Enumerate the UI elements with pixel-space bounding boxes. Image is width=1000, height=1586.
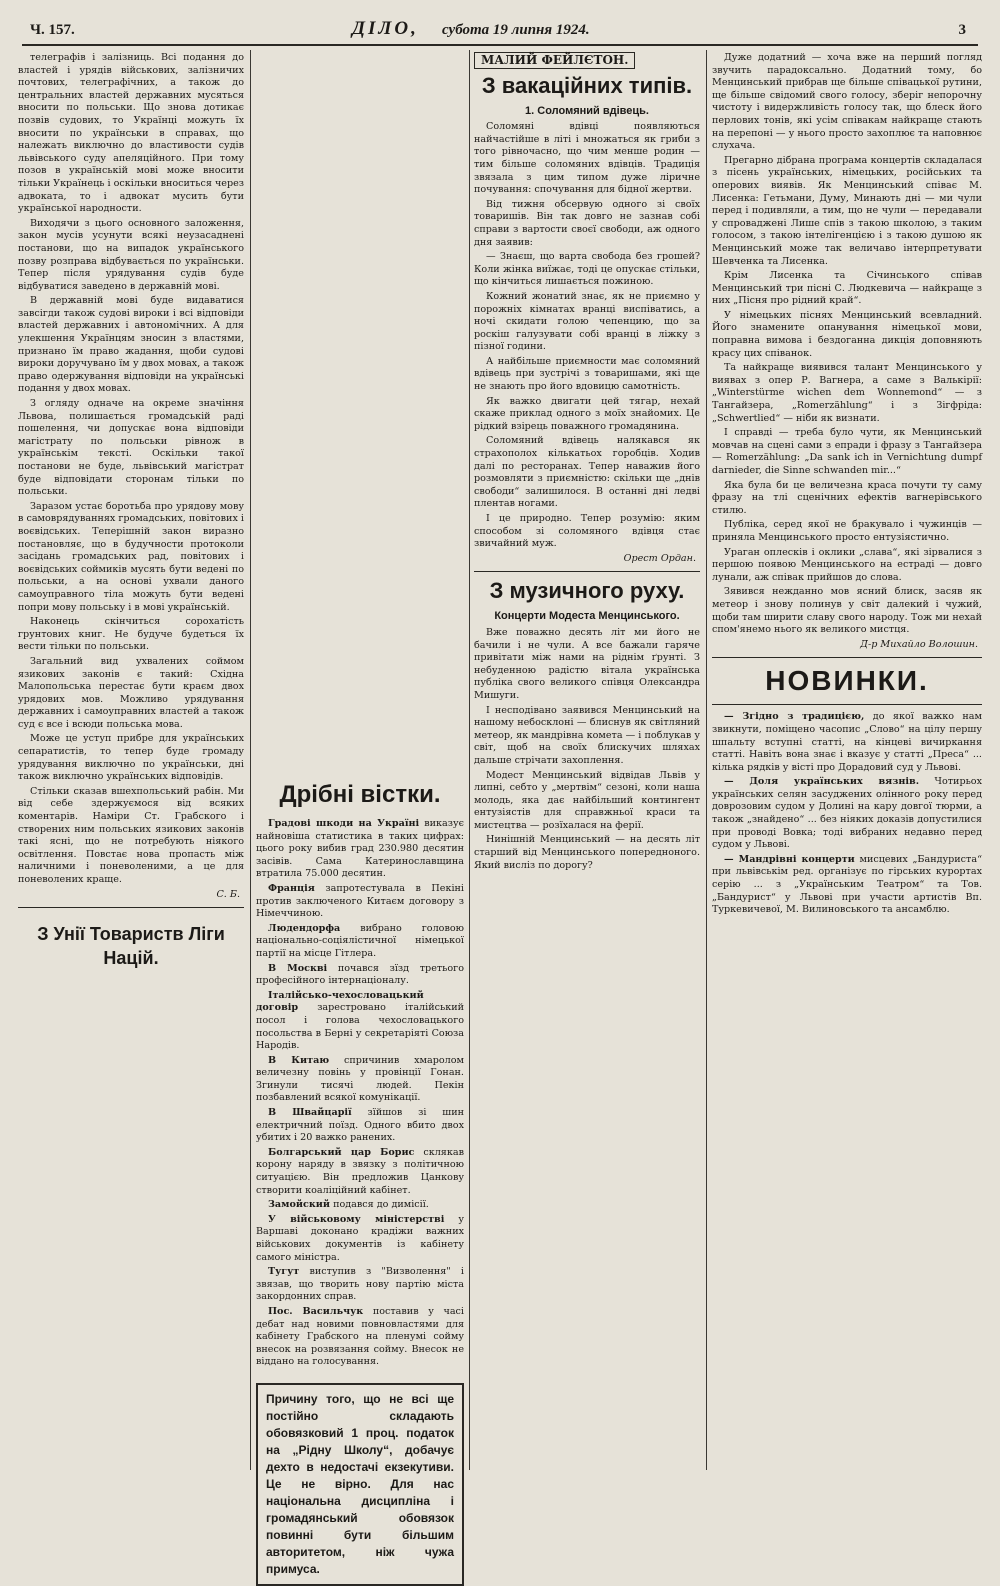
article-paragraph: Крім Лисенка та Січинського співав Менцинський три пісні С. Людкевича — найкраще з них „Пісня про рідний край“.	[712, 270, 982, 307]
news-item: Пос. Васильчук поставив у часі дебат над новими повновластями для кабінету Грабского на пленумі сойму внесок на розвязання сойму. Внесок не віддано на голосування.	[256, 1305, 464, 1368]
article-paragraph: Кожний жонатий знає, як не приємно у порожніх кімнатах вранці виспіватись, а ночі скидати голою чепенцию, що за роскіш галузувати собі вранці в ліжку з пізної години.	[474, 290, 700, 353]
column-2	[256, 770, 464, 1576]
issue-date: субота 19 липня 1924.	[442, 22, 590, 38]
rodna-shkola-notice: Причину того, що не всі ще постійно складають обовязковий 1 проц. податок на „Рідну Школу“, добачує дехто в недостачі екзекутиви. Це не вірно. Для нас національна дисципліна і громадянський обовязок повинні бути більшим авторитетом, ніж чужа примуса.	[256, 1383, 464, 1586]
news-item: — Доля українських вязнів. Чотирьох українських селян засуджених олінного року перед доврозовим судом у Долині на кару довгої тюрми, а також „знайдено“ ... без ніяких доказів допустилися при проводі Вовка; тоді вибраних недавно перед судом у Львові.	[712, 776, 982, 851]
article-paragraph: А найбільше приємности має соломяний вдівець при зустрічі з товаришами, які ще не знають про його вдовицю самотність.	[474, 355, 700, 393]
article-paragraph: телеграфів і залізниць. Всі подання до властей і урядів військових, залізничих почтових, телеграфічних, а також до центральних властей державних мусяться вносити по польськи. Що знова дотикає позвів судових, то Українці можуть їх вносити по українськи в справах, що належать виключно до властивости судів львівського суду апеляційного. При тому позов в українській мові може вносити тільки Українець і оскільки вноситься через адвоката, то і адвокат мусить бути української народности.	[18, 52, 245, 215]
masthead	[22, 18, 978, 46]
article-paragraph: І справді — треба було чути, як Менцинський мовчав на сцені сами з епради і фразу з Тангайзера — Romerzählung: „Da sank ich in Vernichtung dumpf darnieder, die Sinne schwanden mir...“	[712, 427, 982, 476]
feuilleton-subtitle: 1. Соломяний вдівець.	[525, 104, 649, 117]
article-paragraph: Наконець скінчиться сорохатість грунтових книг. Не будуче будеться їх вести тільки по польськи.	[18, 616, 244, 653]
article-paragraph: Як важко двигати цей тягар, нехай скаже приклад одного з моїх знайомих. Це рідкий взірець поважного громадянина.	[474, 395, 700, 432]
column-3	[474, 52, 700, 1472]
column-1	[18, 52, 244, 1292]
article-signature: С. Б.	[216, 888, 240, 900]
divider	[712, 657, 982, 658]
page-number: 3	[958, 22, 966, 38]
article-paragraph: У німецьких піснях Менцинський всевладний. Його знамените опанування німецької мови, поправна вимова і бездоганна дикція доповняють красу цих співанок.	[712, 309, 982, 359]
column-rule	[250, 50, 251, 1470]
news-item: В Швайцарії зїйшов зі шин електричний поїзд. Одного вбито двох убитих і 20 важко ранених.	[256, 1107, 464, 1144]
news-item: Франція запротестувала в Пекіні против заключеного Китаєм договору з Німеччиною.	[256, 882, 464, 920]
article-paragraph: — Знаєш, що варта свобода без грошей? Коли жінка виїжає, тоді це опускає стільки, що кінчиться лишається пожиною.	[474, 251, 700, 288]
article-paragraph: Стільки сказав вшехпольський рабін. Ми від себе здержуємося від всяких коментарів. Наміри Ст. Грабского і створених ним польських язикових законів такі ясні, що не потребують ніякого освітлення. Повстає нова пропасть між наличними і поневоленими, а це для поневолених краще.	[18, 785, 244, 885]
news-item: Італійсько-чехословацький договір зарестровано італійський посол і голова чехословацького посольства в Берні у секретаріяті Союза Народів.	[256, 989, 464, 1052]
news-item: Замойский подався до димісії.	[268, 1199, 429, 1211]
article-paragraph: Соломяні вдівці появляються найчастійше в літі і множаться як гриби з того рівночасно, що чим менше родин — тим більше соломяних вдівців. Традиція звязала з цим типом дуже ліричне почування: спочування для бідної жертви.	[474, 121, 700, 196]
news-item: Градові шкоди на Україні виказує найновіша статистика в таких цифрах: цього року вибив град 230.980 десятин засівів. Сама Катеринославщина втратила 75.000 десятин.	[256, 818, 464, 880]
article-signature: Д-р Михайло Волошин.	[860, 638, 978, 650]
article-signature: Орест Ордан.	[623, 552, 696, 564]
article-paragraph: Виходячи з цього основного заложення, закон мусів усунути всякі неузасаднені постанови, що на випадок українського позву розправа відбувається по українськи. Тепер після урядування судів буде відбуватися заведено в державній мові.	[18, 217, 244, 292]
article-paragraph: Може це уступ прибре для українських сепаратистів, то тепер буде громаду урядування виключно по українськи, дні також виключно українських відповідів.	[18, 733, 244, 783]
article-paragraph: Вже поважно десять літ ми його не бачили і не чули. А все бажали гаряче привітати між нами на ріднім ґрунті. З небуденною радістю вітала українська публіка свого великого співця Олександра Мишуги.	[474, 626, 700, 701]
divider	[18, 907, 244, 908]
feuilleton-title: З вакаційних типів.	[481, 72, 693, 98]
article-paragraph: І це природно. Тепер розумію: яким способом зі соломяного вдівця стає звичайний муж.	[474, 513, 700, 550]
article-paragraph: Зявився нежданно мов ясний блиск, засяв як метеор і знову полинув у світ далекий і чужий, щоби там ширити славу свого народу. Тож ми нехай спом'янемо нього як великого мистця.	[712, 586, 982, 636]
news-item: У військовому міністерстві у Варшаві доконано крадіжи важних військових документів із кабінету самого міністра.	[256, 1213, 464, 1263]
music-subtitle: Концерти Модеста Менцинського.	[494, 610, 680, 623]
article-paragraph: Загальний вид ухвалених соймом язикових законів є такий: Східна Малопольська перестає бути краєм двох урядових мов. Можливо урядування державних і самоуправних властей а також суд є все і всюди польська мова.	[18, 655, 244, 730]
divider	[712, 704, 982, 705]
article-paragraph: І несподівано заявився Менцинський на нашому небосклоні — блиснув як світляний метеор, як мандрівна комета — і поблукав у світ, щоб на своїх блискучих шляхах дальше стрічати захоплення.	[474, 704, 700, 766]
column-4	[712, 52, 982, 1472]
novinky-heading: НОВИНКИ.	[765, 665, 929, 697]
article-paragraph: Та найкраще виявився талант Менцинського у виявах з опер Р. Вагнера, а саме з Валькірії: „Winterstürme wichen dem Wonnemond“ — з Тангайзера, „Romerzählung“ і з Зігфріда: „Schwertlied“ — ніби як визнати.	[712, 362, 982, 424]
news-item: — Мандрівні концерти мисцевих „Бандуриста“ при львівськім ред. організує по гірських курортах серію ... з „Українським Театром“ та Тов. „Бандурист“ у Львові при участи артистів Вп. Туркевичевої, М. Вилиновського та ансамблю.	[712, 853, 982, 916]
article-paragraph: Від тижня обсервую одного зі своїх товаришів. Він так довго не зазнав собі справи з вартости своєї свободи, аж одного дня заявив:	[474, 198, 700, 248]
article-paragraph: Ураган оплесків і оклики „слава“, які зірвалися з першою появою Менцинського на естраді — довго лунали, аж співак прийшов до слова.	[712, 546, 982, 583]
paper-name: ДІЛО,	[352, 18, 419, 39]
issue-number: Ч. 157.	[30, 22, 75, 38]
column-rule	[706, 50, 707, 1470]
news-item: В Москві почався зїзд третього професійного інтернаціоналу.	[256, 962, 464, 987]
article-paragraph: Яка була би це величезна краса почути ту саму фразу на тлі сценічних ефектів вагнерівського стилю.	[712, 479, 982, 516]
article-paragraph: Модест Менцинський відвідав Львів у липні, себто у „мертвім“ сезоні, коли наша молодь, яка дає найбільший контингент ентузіястів для справжньої краси та мистецтва — розїхалася на ферії.	[474, 769, 700, 831]
dribni-heading: Дрібні вістки.	[279, 781, 441, 808]
column-rule	[469, 50, 470, 1470]
article-paragraph: Прегарно дібрана програма концертів складалася з пісень українських, німецьких, російських та оперових виявів. Як Менцинський співає М. Лисенка: Гетьмани, Думу, Минають дні — ми чули перед і подивляли, а тим, що не чули — передавали у спроваджені Лише спів з такою школою, з таким голосом, з такою інтелігенцією і з такою душою як Менцинський може так величаво інтерпретувати Шевченка та Лисенка.	[712, 154, 982, 267]
article-paragraph: З огляду одначе на окреме значіння Львова, полишається громадській раді пошелення, чи допускає вона відповіди магістрату по польськи рівнож в українськім тексті. Оскільки такої постанови не буде, львівський магістрат буде відповідати сторонам тільки по польськи.	[18, 398, 244, 498]
divider	[474, 571, 700, 572]
news-item: В Китаю спричинив хмаролом величезну повінь у провінції Гонан. Згинули тисячі людей. Пекін позбавлений всякої комунікації.	[256, 1054, 464, 1104]
news-item: Людендорфа вибрано головою національно-соціялістичної німецької партії на місце Гітлера.	[256, 922, 464, 959]
article-paragraph: Дуже додатний — хоча вже на перший погляд звучить парадоксально. Додатний тому, бо Менцинський прибрав ще більше співацької рутини, ще більше свідомий свого голосу, зберіг непорочну чистоту і видержливість голосу так, що блеск його перлових тонів, які усім співакам найкраще стають на перепоні — у нього просто захоплює та наповнює слухача.	[712, 52, 982, 152]
article-paragraph: Нинішній Менцинський — на десять літ старший від Менцинського попередноного. Який висліз по дорогу?	[474, 834, 700, 871]
liga-heading: З Унії Товариств Ліги Націй.	[37, 924, 225, 969]
section-label: МАЛИЙ ФЕЙЛЄТОН.	[474, 52, 635, 69]
news-item: — Згідно з традицією, до якої важко нам звикнути, поміщено часопис „Слово“ на цілу першу шпальту вступні статті, на кінцеві вичиркання статті. Навіть вона знає і вказує у статті „Преса“ ... кілька рядків у вісті про Дорадовий суд у Львові.	[712, 711, 982, 773]
news-item: Болгарський цар Борис склякав корону наряду в звязку з політичною ситуацією. Він предложив Цанкову створити коаліційний кабінет.	[256, 1146, 464, 1196]
music-heading: З музичного руху.	[489, 578, 685, 604]
article-paragraph: Заразом устає боротьба про урядову мову в самоврядуваннях громадських, повітових і воєвідських. Теперішній закон виразно постановляє, що в будучности протоколи засідань громадських рад, повітових і воєвідських соймиків мусять бути ведені по польськи, а на основі ухвали даного самоуправного тіла можуть бути ведені попри мову польську і в мові українській.	[18, 500, 244, 613]
article-paragraph: Соломяний вдівець налякався як страхополох кількатьох горобців. Ходив далі по ресторанах. Тепер наважив його розмовляти з приємністю: скільки ще „днів свободи“ залишилося. В останні дні ледві плентав ногами.	[474, 435, 700, 510]
article-paragraph: В державній мові буде видаватися завсігди також судові вироки і всі відповіди властей державних і автономічних. А для улекшення Українцям зносин з властями, признано їм право жадання, щоби судові вироки доручувано їм у двох мовах, а також право одержування відповіди на українські подання у двох мовах.	[18, 295, 244, 395]
article-paragraph: Публіка, серед якої не бракувало і чужинців — приняла Менцинського просто ентузіястично.	[712, 519, 982, 543]
news-item: Тугут виступив з "Визволення" і звязав, що творить нову партію міста закордонних справ.	[256, 1266, 464, 1303]
